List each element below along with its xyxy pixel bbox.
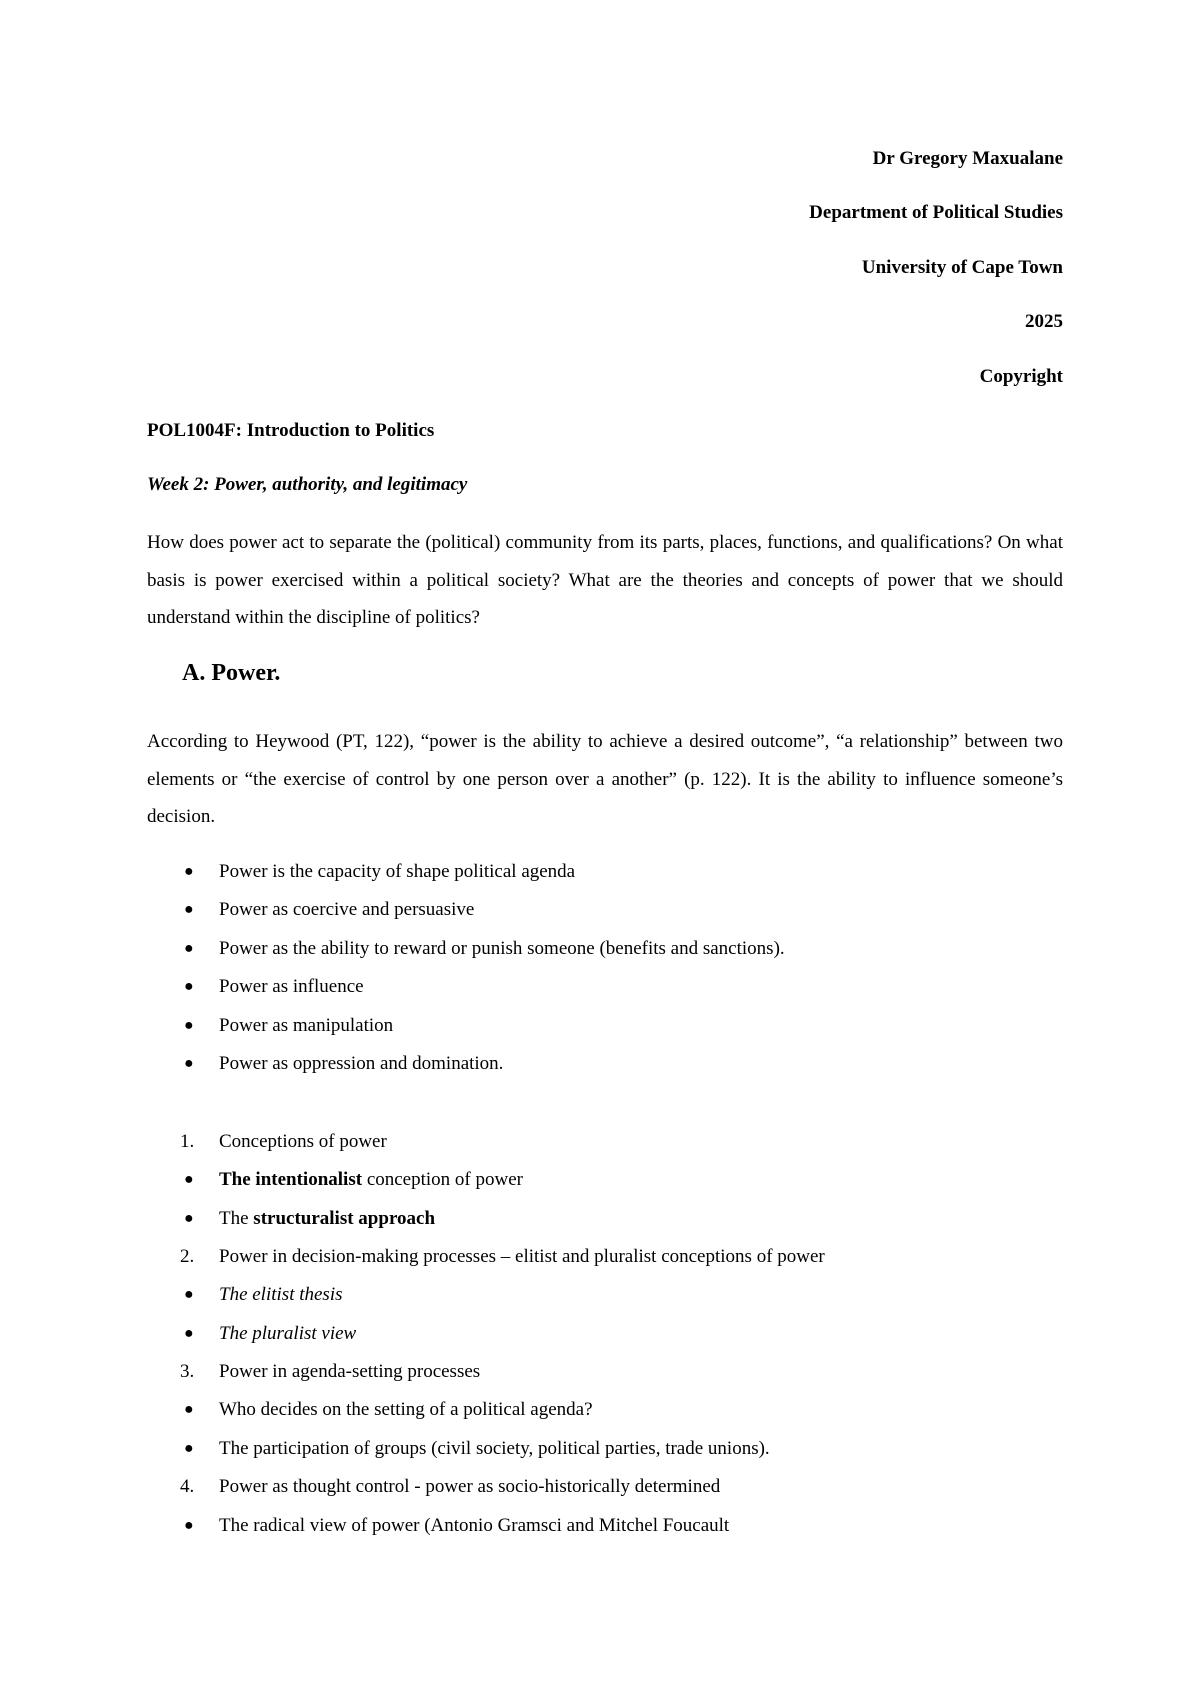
intro-paragraph: How does power act to separate the (political) community from its parts, places, functions, and qualifications? On what basis is power exercised within a political society? What are the theories and concepts of power that we should understand within the discipline of politics?	[147, 532, 1063, 629]
bullet-icon: ●	[184, 901, 194, 918]
outline-bullet-structuralist	[219, 1207, 435, 1231]
department-name: Department of Political Studies	[809, 202, 1063, 223]
year: 2025	[1025, 311, 1063, 332]
bullet-icon: ●	[184, 1401, 194, 1418]
bold-text: The intentionalist	[219, 1169, 363, 1190]
list-number: 4.	[180, 1476, 195, 1497]
bullet-icon: ●	[184, 1286, 194, 1303]
outline-bullet-radical: The radical view of power (Antonio Gramsci and Mitchel Foucault	[219, 1515, 730, 1536]
outline-bullet-groups: The participation of groups (civil society, political parties, trade unions).	[219, 1438, 770, 1459]
list-number: 1.	[180, 1131, 195, 1152]
outline-item-4: Power as thought control - power as socio-historically determined	[219, 1476, 721, 1497]
list-item: Power is the capacity of shape political agenda	[219, 861, 576, 882]
bullet-icon: ●	[184, 1017, 194, 1034]
university-name: University of Cape Town	[861, 257, 1063, 278]
author-name: Dr Gregory Maxualane	[872, 148, 1063, 169]
bullet-icon: ●	[184, 940, 194, 957]
bullet-icon: ●	[184, 863, 194, 880]
outline-item-1: Conceptions of power	[219, 1131, 387, 1152]
list-number: 3.	[180, 1361, 195, 1382]
bullet-icon: ●	[184, 1171, 194, 1188]
section-a-paragraph: According to Heywood (PT, 122), “power is the ability to achieve a desired outcome”, “a relationship” between two elements or “the exercise of control by one person over a another” (p. 122). It is the ability to influence someone’s decision.	[147, 731, 1063, 828]
bullet-icon: ●	[184, 1440, 194, 1457]
plain-text: conception of power	[362, 1169, 523, 1190]
outline-item-3: Power in agenda-setting processes	[219, 1361, 481, 1382]
bold-text: structuralist approach	[253, 1208, 436, 1229]
list-item: Power as coercive and persuasive	[219, 899, 475, 920]
outline-item-2: Power in decision-making processes – elitist and pluralist conceptions of power	[219, 1246, 825, 1267]
list-item: Power as oppression and domination.	[219, 1053, 504, 1074]
outline-bullet-intentionalist	[219, 1168, 523, 1192]
outline-bullet-elitist: The elitist thesis	[219, 1284, 343, 1305]
week-title: Week 2: Power, authority, and legitimacy	[147, 474, 468, 495]
outline-bullet-pluralist: The pluralist view	[219, 1323, 357, 1344]
section-a-heading: A. Power.	[182, 660, 281, 686]
bullet-icon: ●	[184, 1517, 194, 1534]
bullet-icon: ●	[184, 1210, 194, 1227]
bullet-icon: ●	[184, 1055, 194, 1072]
course-title: POL1004F: Introduction to Politics	[147, 420, 435, 441]
list-number: 2.	[180, 1246, 195, 1267]
plain-text: The	[219, 1208, 254, 1229]
outline-bullet-agenda: Who decides on the setting of a political agenda?	[219, 1399, 593, 1420]
copyright: Copyright	[979, 366, 1063, 387]
bullet-icon: ●	[184, 978, 194, 995]
list-item: Power as manipulation	[219, 1015, 394, 1036]
list-item: Power as influence	[219, 976, 364, 997]
list-item: Power as the ability to reward or punish someone (benefits and sanctions).	[219, 938, 785, 959]
bullet-icon: ●	[184, 1325, 194, 1342]
